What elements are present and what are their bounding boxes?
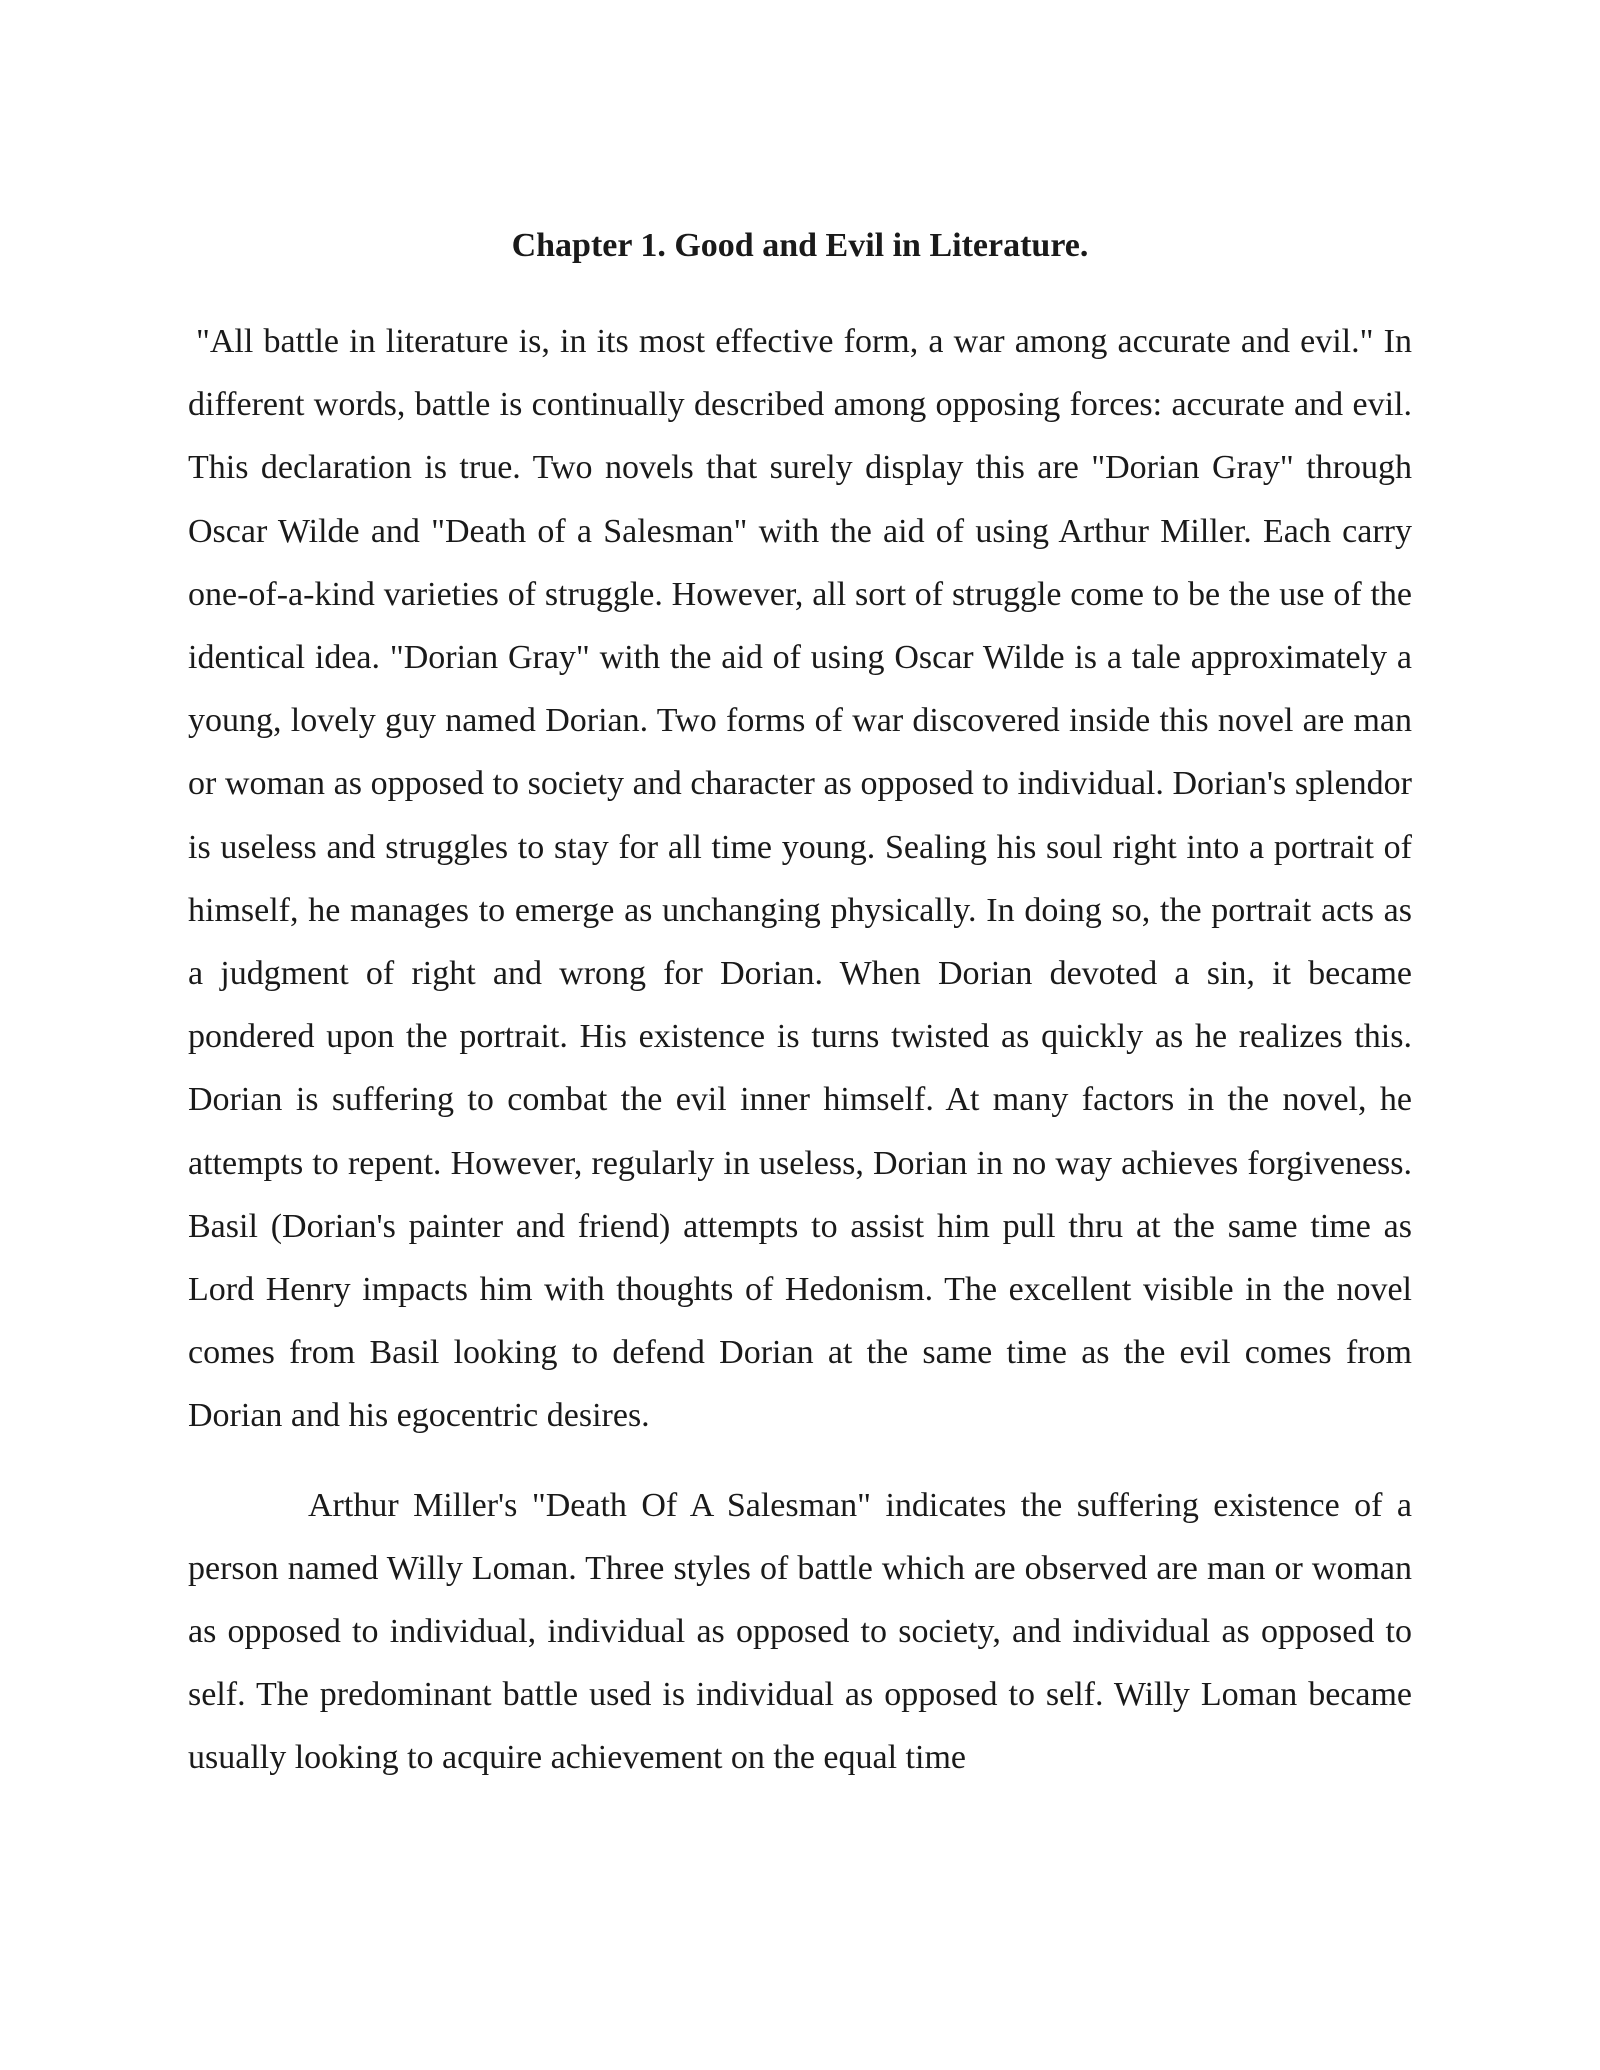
chapter-title: Chapter 1. Good and Evil in Literature. xyxy=(511,227,1089,264)
body-paragraph-2: Arthur Miller's "Death Of A Salesman" indicates the suffering existence of a person named Willy Loman. Three styles of battle which are observed are man or woman as opposed to individual, individual as opposed to society, and individual as opposed to self. The predominant battle used is individual as opposed to self. Willy Loman became usually looking to acquire achievement on the equal time xyxy=(188,1486,1412,1777)
document-page xyxy=(188,222,1412,1790)
body-paragraph-1: "All battle in literature is, in its most effective form, a war among accurate and evil." In different words, battle is continually described among opposing forces: accurate and evil. This declaration is true. Two novels that surely display this are "Dorian Gray" through Oscar Wilde and "Death of a Salesman" with the aid of using Arthur Miller. Each carry one-of-a-kind varieties of struggle. However, all sort of struggle come to be the use of the identical idea. "Dorian Gray" with the aid of using Oscar Wilde is a tale approximately a young, lovely guy named Dorian. Two forms of war discovered inside this novel are man or woman as opposed to society and character as opposed to individual. Dorian's splendor is useless and struggles to stay for all time young. Sealing his soul right into a portrait of himself, he manages to emerge as unchanging physically. In doing so, the portrait acts as a judgment of right and wrong for Dorian. When Dorian devoted a sin, it became pondered upon the portrait. His existence is turns twisted as quickly as he realizes this. Dorian is suffering to combat the evil inner himself. At many factors in the novel, he attempts to repent. However, regularly in useless, Dorian in no way achieves forgiveness. Basil (Dorian's painter and friend) attempts to assist him pull thru at the same time as Lord Henry impacts him with thoughts of Hedonism. The excellent visible in the novel comes from Basil looking to defend Dorian at the same time as the evil comes from Dorian and his egocentric desires. xyxy=(188,323,1412,1435)
